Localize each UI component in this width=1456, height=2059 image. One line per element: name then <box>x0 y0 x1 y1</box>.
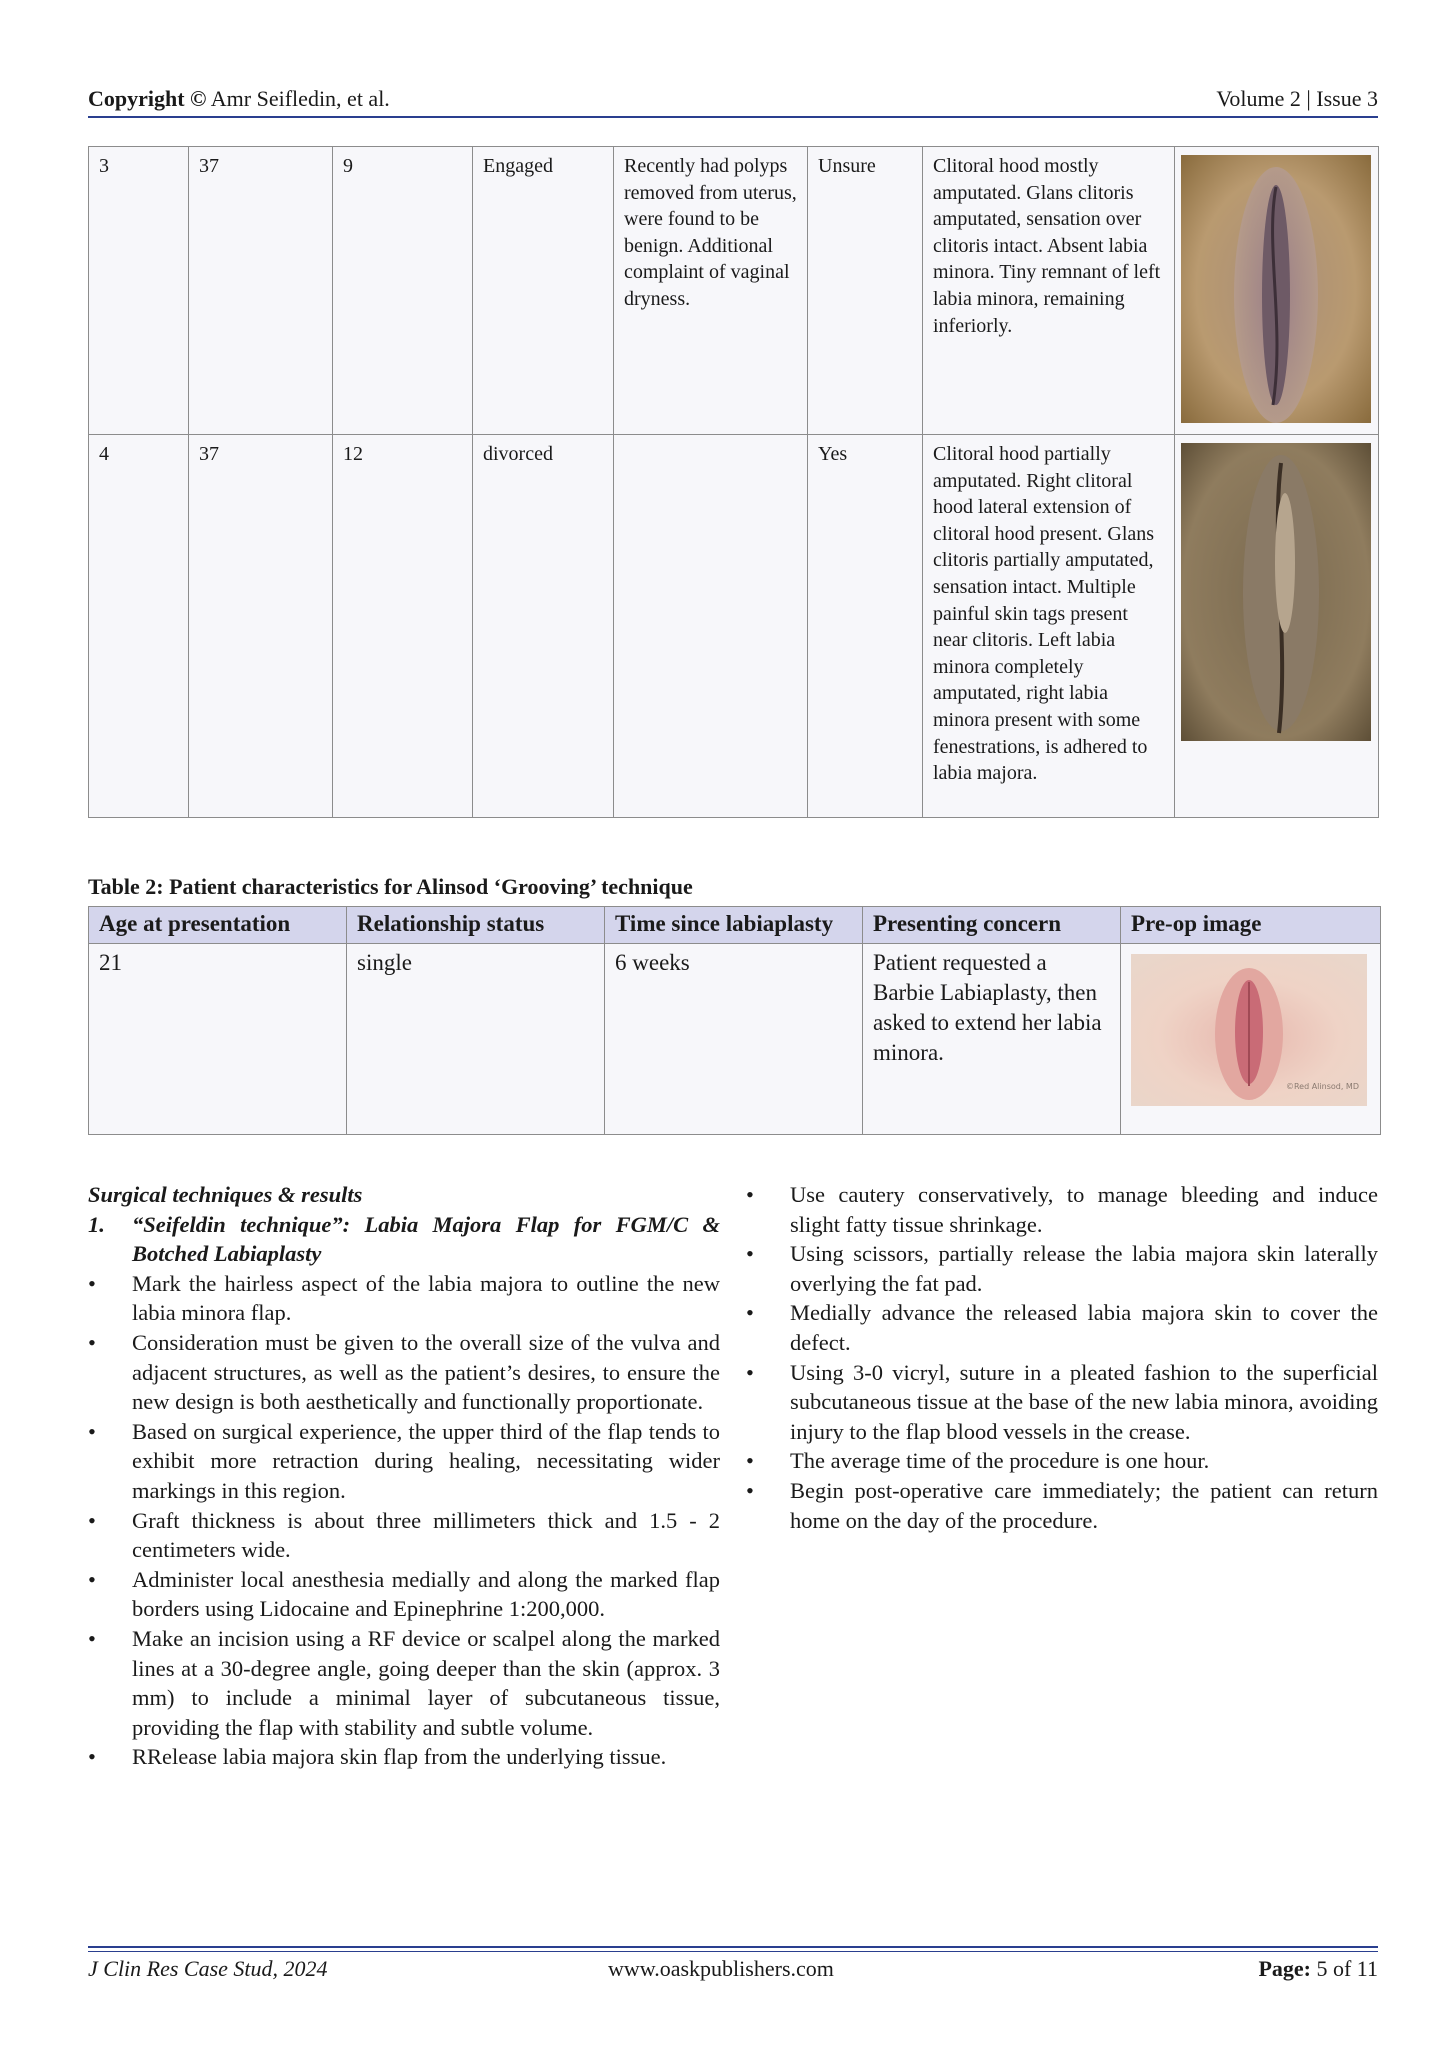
table-cell <box>614 435 808 818</box>
list-item: • Mark the hairless aspect of the labia majora to outline the new labia minora flap. <box>88 1269 720 1328</box>
list-item: • The average time of the procedure is one hour. <box>746 1446 1378 1476</box>
right-bullet-list <box>746 1180 1378 1535</box>
item-number: 1. <box>88 1211 105 1237</box>
list-item: • Based on surgical experience, the upper third of the flap tends to exhibit more retraction during healing, necessitating wider markings in this region. <box>88 1417 720 1506</box>
table-cell: 3 <box>89 147 189 435</box>
table-row <box>89 944 1381 1135</box>
table-cell: single <box>347 944 605 1135</box>
left-column <box>88 1180 720 1772</box>
right-column <box>746 1180 1378 1535</box>
copyright-line <box>88 86 390 112</box>
table-cell: 4 <box>89 435 189 818</box>
list-item: • Begin post-operative care immediately; the patient can return home on the day of the procedure. <box>746 1476 1378 1535</box>
clinical-photo-patient-3 <box>1181 155 1371 423</box>
table-cell: Clitoral hood mostly amputated. Glans clitoris amputated, sensation over clitoris intact. Absent labia minora. Tiny remnant of left labia minora, remaining inferiorly. <box>923 147 1175 435</box>
header-rule <box>88 116 1378 118</box>
table-cell: 37 <box>189 435 333 818</box>
patient-table-1 <box>88 146 1379 818</box>
list-item: • Make an incision using a RF device or scalpel along the marked lines at a 30-degree angle, going deeper than the skin (approx. 3 mm) to include a minimal layer of subcutaneous tissue, providing the flap with stability and subtle volume. <box>88 1624 720 1742</box>
image-cell <box>1121 944 1381 1135</box>
numbered-heading <box>88 1210 720 1269</box>
footer-rule-thin <box>88 1951 1378 1952</box>
pre-op-photo <box>1131 954 1367 1106</box>
image-watermark: ©Red Alinsod, MD <box>1285 1082 1359 1091</box>
list-item: • Graft thickness is about three millimeters thick and 1.5 - 2 centimeters wide. <box>88 1506 720 1565</box>
list-item: • Using scissors, partially release the labia majora skin laterally overlying the fat pad. <box>746 1239 1378 1298</box>
image-cell <box>1175 147 1379 435</box>
table-row <box>89 147 1379 435</box>
page-label: Page: <box>1258 1956 1311 1981</box>
table-cell: 12 <box>333 435 473 818</box>
section-title: Surgical techniques & results <box>88 1182 363 1207</box>
list-item: • Consideration must be given to the overall size of the vulva and adjacent structures, as well as the patient’s desires, to ensure the new design is both aesthetically and functionally proportionate. <box>88 1328 720 1417</box>
column-header: Presenting concern <box>863 907 1121 944</box>
patient-table-2 <box>88 906 1381 1135</box>
footer-rule <box>88 1946 1378 1948</box>
page-number <box>1258 1956 1378 1982</box>
running-footer <box>88 1956 1378 1986</box>
table-cell: Yes <box>808 435 923 818</box>
publisher-website: www.oaskpublishers.com <box>608 1956 834 1981</box>
list-item: • Administer local anesthesia medially and along the marked flap borders using Lidocaine and Epinephrine 1:200,000. <box>88 1565 720 1624</box>
table-header-row <box>89 907 1381 944</box>
table-cell: Patient requested a Barbie Labiaplasty, then asked to extend her labia minora. <box>863 944 1121 1135</box>
table-cell: Clitoral hood partially amputated. Right clitoral hood lateral extension of clitoral hood present. Glans clitoris partially amputated, sensation intact. Multiple painful skin tags present near clitoris. Left labia minora completely amputated, right labia minora present with some fenestrations, is adhered to labia majora. <box>923 435 1175 818</box>
clinical-photo-patient-4 <box>1181 443 1371 741</box>
table-cell: divorced <box>473 435 614 818</box>
table-cell: Recently had polyps removed from uterus, were found to be benign. Additional complaint of vaginal dryness. <box>614 147 808 435</box>
table-cell: 6 weeks <box>605 944 863 1135</box>
column-header: Relationship status <box>347 907 605 944</box>
table-2-caption: Table 2: Patient characteristics for Alinsod ‘Grooving’ technique <box>88 874 693 899</box>
column-header: Pre-op image <box>1121 907 1381 944</box>
authors: Amr Seifledin, et al. <box>210 86 390 111</box>
column-header: Time since labiaplasty <box>605 907 863 944</box>
list-item: • Use cautery conservatively, to manage bleeding and induce slight fatty tissue shrinkage. <box>746 1180 1378 1239</box>
running-header <box>88 86 1378 120</box>
page-value: 5 of 11 <box>1316 1956 1378 1981</box>
left-bullet-list <box>88 1269 720 1772</box>
table-cell: 37 <box>189 147 333 435</box>
table-cell: 9 <box>333 147 473 435</box>
table-cell: Engaged <box>473 147 614 435</box>
list-item: • Using 3-0 vicryl, suture in a pleated fashion to the superficial subcutaneous tissue at the base of the new labia minora, avoiding injury to the flap blood vessels in the crease. <box>746 1358 1378 1447</box>
copyright-label: Copyright © <box>88 86 207 111</box>
table-cell: Unsure <box>808 147 923 435</box>
table-row <box>89 435 1379 818</box>
column-header: Age at presentation <box>89 907 347 944</box>
item-title: “Seifeldin technique”: Labia Majora Flap for FGM/C & Botched Labiaplasty <box>132 1211 720 1267</box>
journal-name: J Clin Res Case Stud, 2024 <box>88 1956 328 1981</box>
list-item: • Medially advance the released labia majora skin to cover the defect. <box>746 1298 1378 1357</box>
table-cell: 21 <box>89 944 347 1135</box>
volume-issue: Volume 2 | Issue 3 <box>1216 86 1378 111</box>
list-item: • RRelease labia majora skin flap from the underlying tissue. <box>88 1742 720 1772</box>
image-cell <box>1175 435 1379 818</box>
